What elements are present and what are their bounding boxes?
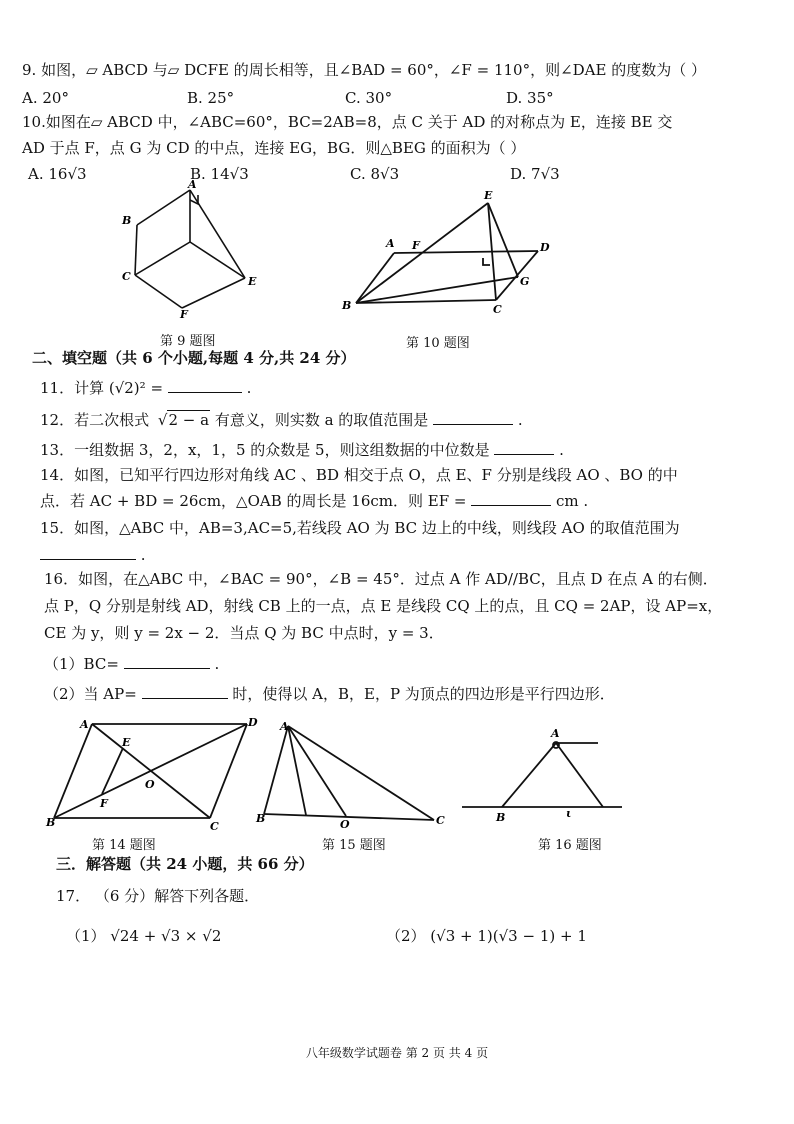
fig10-label-b: B	[342, 299, 352, 312]
fig10-label-f: F	[412, 239, 420, 252]
q9-option-a: A. 20°	[22, 89, 69, 107]
fig9-label-c: C	[122, 270, 131, 283]
q16-part2-answer-blank[interactable]	[142, 684, 228, 699]
q13	[40, 440, 564, 460]
fig14-label-b: B	[46, 816, 56, 829]
q16-part1-label: （1）BC=	[44, 655, 119, 673]
q9-stem: 9. 如图，▱ ABCD 与▱ DCFE 的周长相等，且∠BAD = 60°，∠F = 110°，则∠DAE 的度数为（ ）	[22, 61, 706, 79]
q14-answer-blank[interactable]	[471, 491, 551, 506]
figure-14	[42, 710, 267, 835]
q13-text: 13．一组数据 3，2，x，1，5 的众数是 5，则这组数据的中位数是	[40, 441, 490, 459]
q12-pre: 12．若二次根式	[40, 411, 150, 429]
q16-part1-answer-blank[interactable]	[124, 654, 210, 669]
q10-stem-line1: 10.如图在▱ ABCD 中，∠ABC=60°，BC=2AB=8，点 C 关于 AD 的对称点为 E，连接 BE 交	[22, 113, 673, 131]
q17-part2: （2） (√3 + 1)(√3 − 1) + 1	[386, 927, 587, 945]
section3-title: 三．解答题（共 24 小题，共 66 分）	[56, 855, 314, 873]
fig10-caption: 第 10 题图	[406, 336, 470, 351]
fig15-label-c: C	[436, 814, 445, 827]
figure-16	[458, 725, 628, 825]
fig16-label-b: B	[496, 811, 506, 824]
q10-stem-line2: AD 于点 F，点 G 为 CD 的中点，连接 EG，BG．则△BEG 的面积为（ ）	[22, 139, 526, 157]
fig10-label-d: D	[540, 241, 550, 254]
q10-option-c: C. 8√3	[350, 165, 400, 183]
q10-option-a: A. 16√3	[28, 165, 87, 183]
q16-part2-label: （2）当 AP=	[44, 685, 137, 703]
q15-line1: 15．如图，△ABC 中，AB=3,AC=5,若线段 AO 为 BC 边上的中线，则线段 AO 的取值范围为	[40, 519, 680, 537]
q13-answer-blank[interactable]	[494, 440, 554, 455]
fig10-label-g: G	[520, 275, 530, 288]
q15-post: .	[140, 546, 146, 564]
fig15-label-b: B	[256, 812, 266, 825]
fig15-label-a: A	[280, 720, 289, 733]
q16-part1-post: .	[214, 655, 220, 673]
fig14-label-a: A	[80, 718, 89, 731]
q9-option-c: C. 30°	[345, 89, 393, 107]
q11	[40, 378, 251, 398]
q16-line1: 16．如图，在△ABC 中，∠BAC = 90°，∠B = 45°．过点 A 作 AD//BC，且点 D 在点 A 的右侧．	[44, 570, 718, 588]
q14-line2-text: 点．若 AC + BD = 26cm，△OAB 的周长是 16cm．则 EF =	[40, 492, 467, 510]
figure-10	[338, 185, 563, 320]
fig10-label-c: C	[493, 303, 502, 316]
q12-answer-blank[interactable]	[433, 410, 513, 425]
fig10-label-a: A	[386, 237, 395, 250]
q15-line2	[40, 545, 146, 565]
q16-part2-post: 时，使得以 A，B，E，P 为顶点的四边形是平行四边形．	[232, 685, 615, 703]
q17-stem: 17． （6 分）解答下列各题．	[56, 887, 260, 905]
fig15-caption: 第 15 题图	[322, 838, 386, 853]
fig9-label-a: A	[188, 180, 197, 191]
q10-option-b: B. 14√3	[190, 165, 249, 183]
q16-part2	[44, 684, 615, 704]
fig9-caption: 第 9 题图	[160, 334, 216, 349]
figure-9	[110, 180, 270, 320]
q9-option-b: B. 25°	[187, 89, 235, 107]
q14-line1: 14．如图，已知平行四边形对角线 AC 、BD 相交于点 O，点 E、F 分别是线段 AO 、BO 的中	[40, 466, 678, 484]
section2-title: 二、填空题（共 6 个小题,每题 4 分,共 24 分）	[32, 349, 356, 367]
q11-text: 11．计算 (√2)² =	[40, 379, 164, 397]
fig14-label-o: O	[145, 778, 155, 791]
fig14-label-c: C	[210, 820, 219, 833]
fig16-label-mark: ι	[566, 807, 572, 820]
fig14-label-f: F	[100, 797, 108, 810]
figure-15	[252, 712, 452, 830]
q14-unit: cm .	[556, 492, 589, 510]
fig16-label-a: A	[551, 727, 560, 740]
fig14-caption: 第 14 题图	[92, 838, 156, 853]
fig9-label-f: F	[180, 308, 188, 320]
q9-option-d: D. 35°	[506, 89, 554, 107]
q16-line3: CE 为 y，则 y = 2x − 2．当点 Q 为 BC 中点时，y = 3．	[44, 624, 444, 642]
fig9-label-e: E	[248, 275, 257, 288]
q10-option-d: D. 7√3	[510, 165, 560, 183]
q12-mid: 有意义，则实数 a 的取值范围是	[214, 411, 429, 429]
q11-answer-blank[interactable]	[168, 378, 242, 393]
q12: 12．若二次根式 √2 − a 有意义，则实数 a 的取值范围是 .	[40, 411, 523, 429]
q16-part1	[44, 654, 219, 674]
q11-post: .	[246, 379, 252, 397]
fig14-label-d: D	[248, 716, 258, 729]
fig16-caption: 第 16 题图	[538, 838, 602, 853]
q13-post: .	[559, 441, 564, 459]
q12-post: .	[517, 411, 523, 429]
fig15-label-o: O	[340, 818, 350, 830]
fig14-label-e: E	[122, 736, 131, 749]
q12-radicand: 2 − a	[168, 411, 210, 429]
page-footer: 八年级数学试题卷 第 2 页 共 4 页	[305, 1046, 489, 1060]
fig9-label-b: B	[122, 214, 132, 227]
q17-part1: （1） √24 + √3 × √2	[66, 927, 222, 945]
fig10-label-e: E	[484, 189, 493, 202]
q14-line2	[40, 491, 588, 511]
q15-answer-blank[interactable]	[40, 545, 136, 560]
q16-line2: 点 P，Q 分别是射线 AD，射线 CB 上的一点，点 E 是线段 CQ 上的点，且 CQ = 2AP，设 AP=x，	[44, 597, 723, 615]
